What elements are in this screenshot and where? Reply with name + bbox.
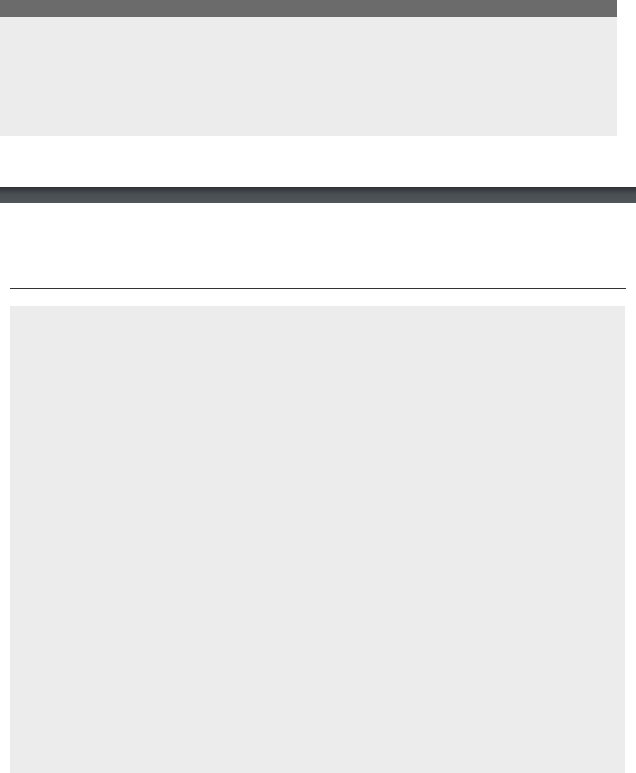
page-header: [10, 268, 626, 289]
page-divider-bar: [0, 187, 636, 203]
code-listing-bottom: [10, 306, 625, 773]
code-listing-top: [0, 0, 617, 136]
listing-caption: [0, 0, 617, 17]
